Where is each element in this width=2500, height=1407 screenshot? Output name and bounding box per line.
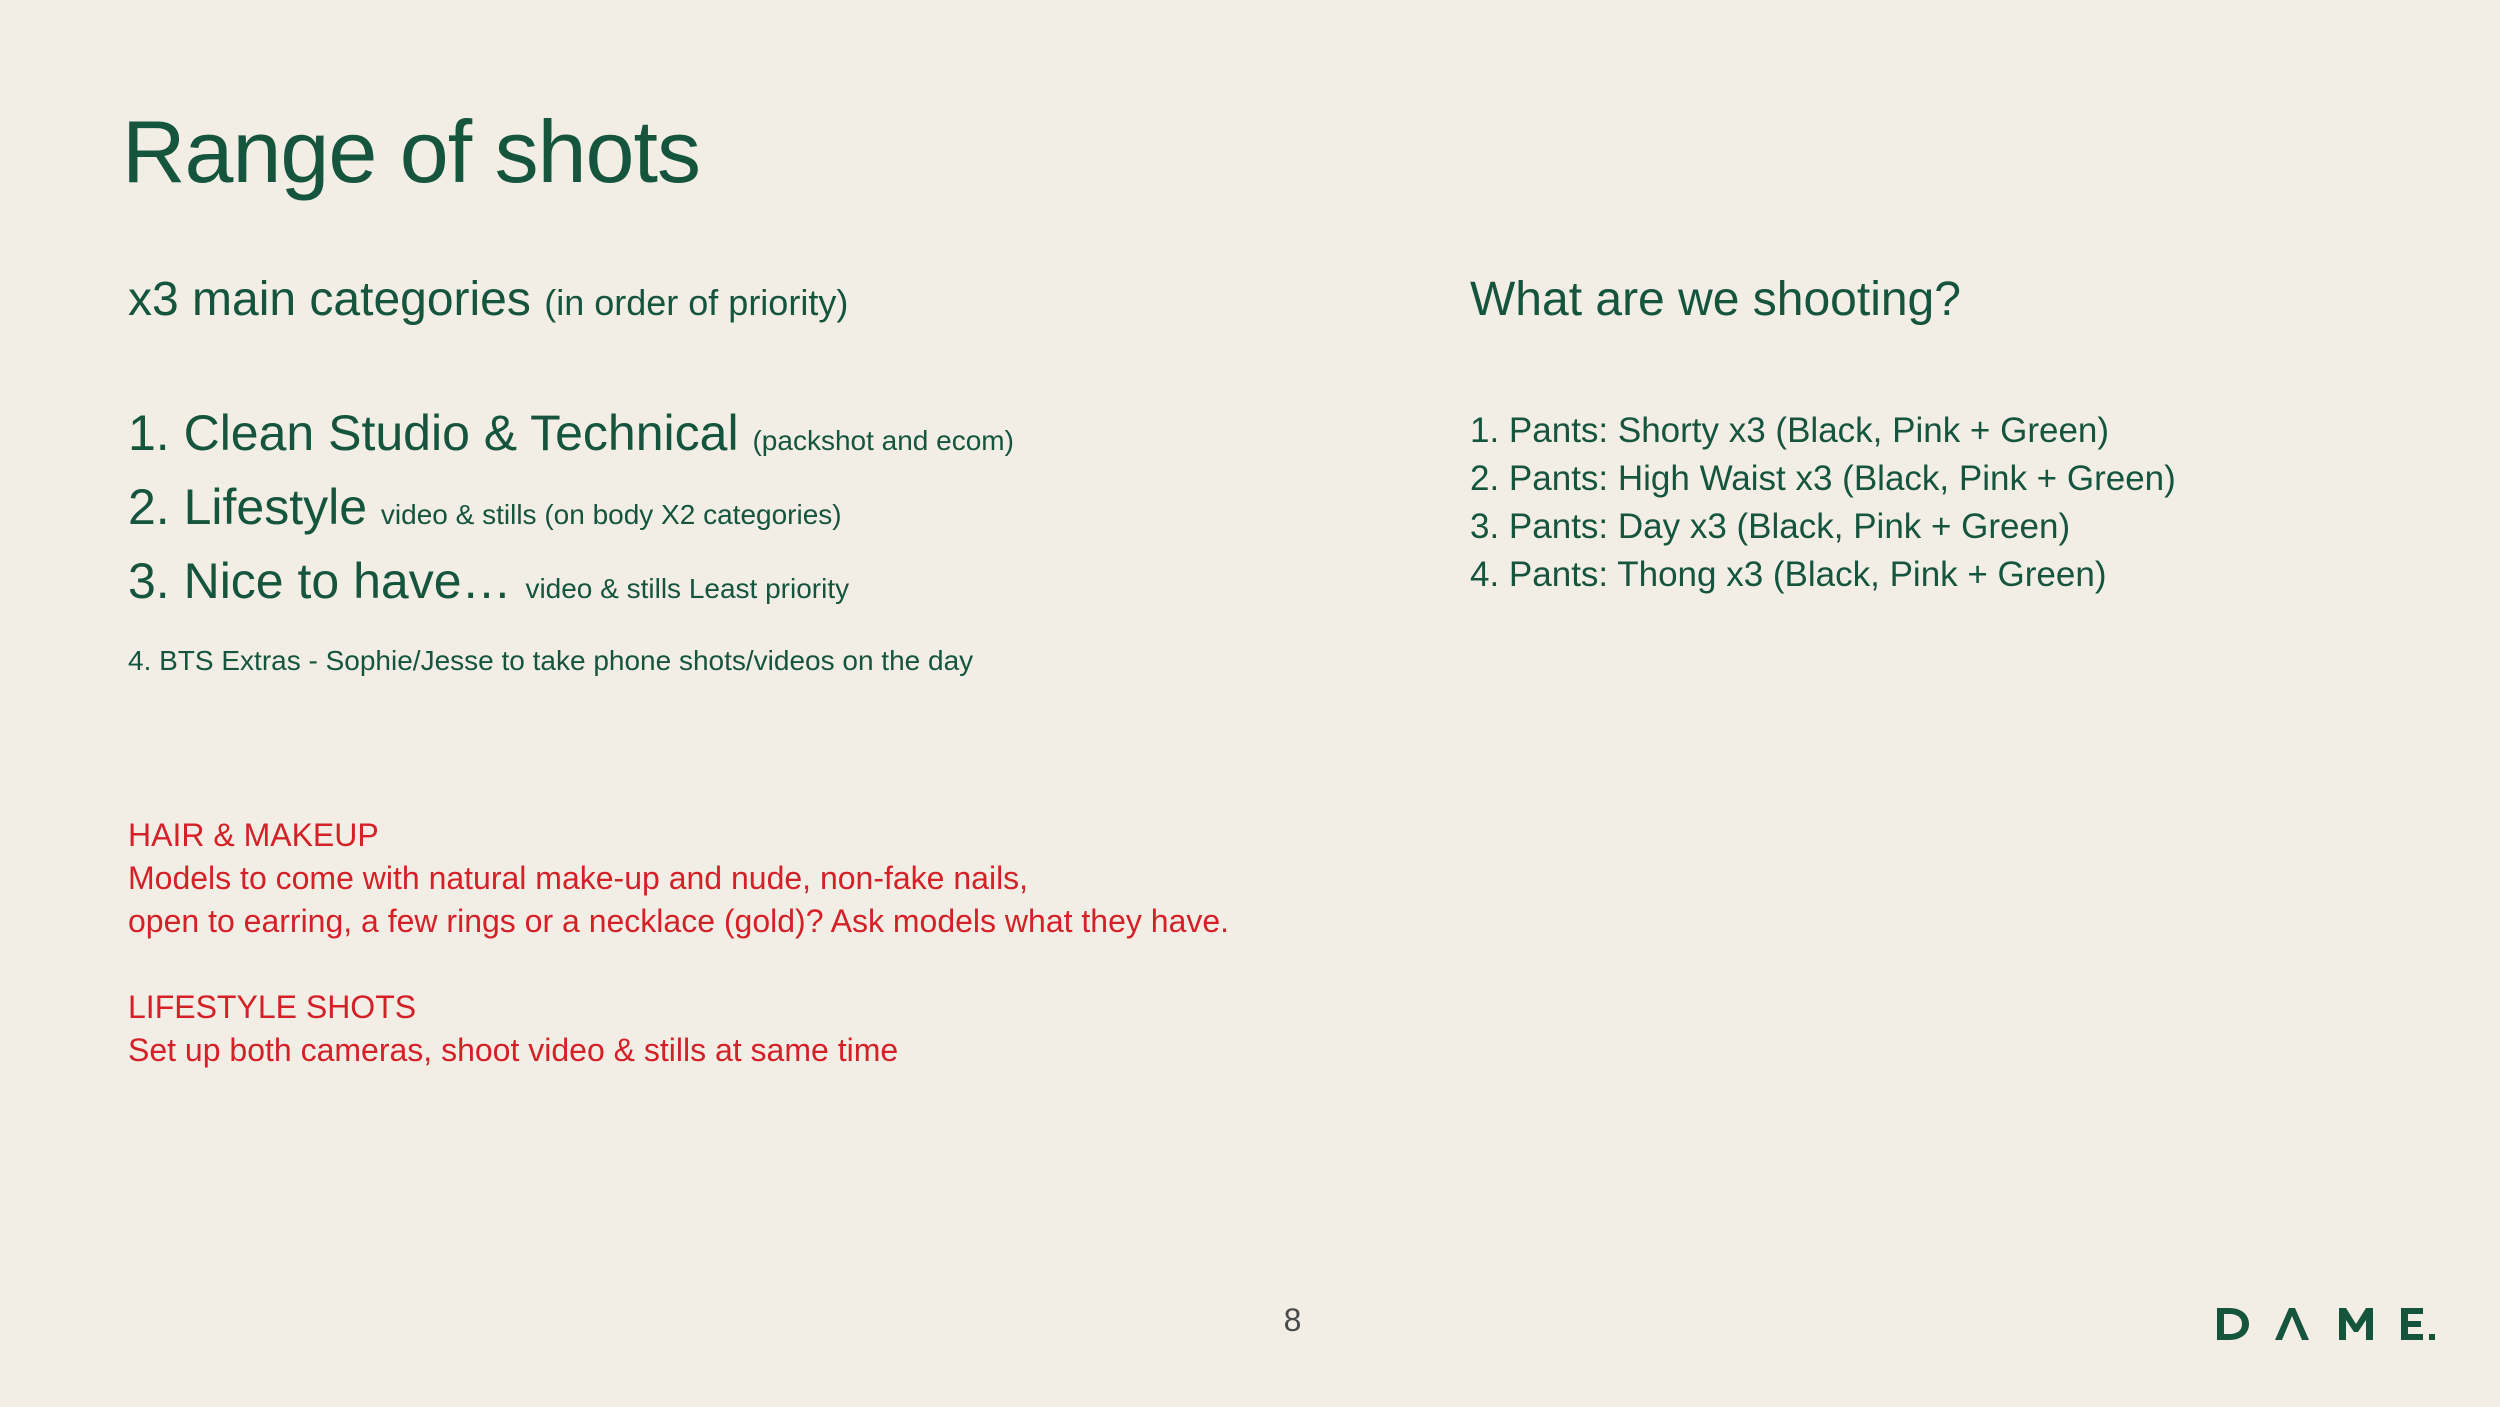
bts-extras-item: 4. BTS Extras - Sophie/Jesse to take phone shots/videos on the day: [128, 645, 974, 676]
shooting-item: 4. Pants: Thong x3 (Black, Pink + Green): [1470, 555, 2107, 594]
categories-heading-text: x3 main categories: [128, 273, 531, 326]
category-note: (packshot and ecom): [752, 425, 1014, 456]
logo-letter-e: [2401, 1308, 2423, 1340]
shooting-item: 3. Pants: Day x3 (Black, Pink + Green): [1470, 507, 2071, 546]
shooting-item: 2. Pants: High Waist x3 (Black, Pink + Green): [1470, 459, 2176, 498]
logo-letter-a: [2275, 1308, 2309, 1340]
categories-heading: [128, 268, 848, 335]
category-item-lifestyle: [128, 474, 1014, 548]
category-item-clean-studio: [128, 400, 1014, 474]
category-label: 2. Lifestyle: [128, 479, 368, 535]
shooting-list: [1470, 407, 2176, 599]
production-notes: [128, 814, 1229, 1072]
shooting-item: 1. Pants: Shorty x3 (Black, Pink + Green): [1470, 411, 2110, 450]
categories-heading-note: (in order of priority): [544, 282, 849, 323]
logo-letter-d: [2217, 1308, 2249, 1340]
category-item-nice-to-have: [128, 548, 1014, 622]
logo-letter-m: [2339, 1308, 2373, 1340]
page-number: 8: [1283, 1302, 1302, 1338]
category-note: video & stills Least priority: [525, 573, 850, 604]
lifestyle-shots-line: Set up both cameras, shoot video & stills at same time: [128, 1032, 899, 1068]
categories-list: [128, 400, 1014, 622]
shooting-heading: What are we shooting?: [1470, 273, 1961, 326]
category-label: 3. Nice to have…: [128, 553, 512, 609]
dame-logo: [2215, 1304, 2440, 1344]
lifestyle-shots-heading: LIFESTYLE SHOTS: [128, 989, 417, 1025]
hair-makeup-heading: HAIR & MAKEUP: [128, 817, 379, 853]
slide-title: Range of shots: [122, 102, 700, 201]
category-label: 1. Clean Studio & Technical: [128, 405, 739, 461]
hair-makeup-line: Models to come with natural make-up and nude, non-fake nails,: [128, 860, 1029, 896]
hair-makeup-line: open to earring, a few rings or a necklace (gold)? Ask models what they have.: [128, 903, 1230, 939]
category-note: video & stills (on body X2 categories): [380, 499, 842, 530]
spacer: [128, 943, 1229, 986]
logo-dot: [2429, 1334, 2435, 1340]
